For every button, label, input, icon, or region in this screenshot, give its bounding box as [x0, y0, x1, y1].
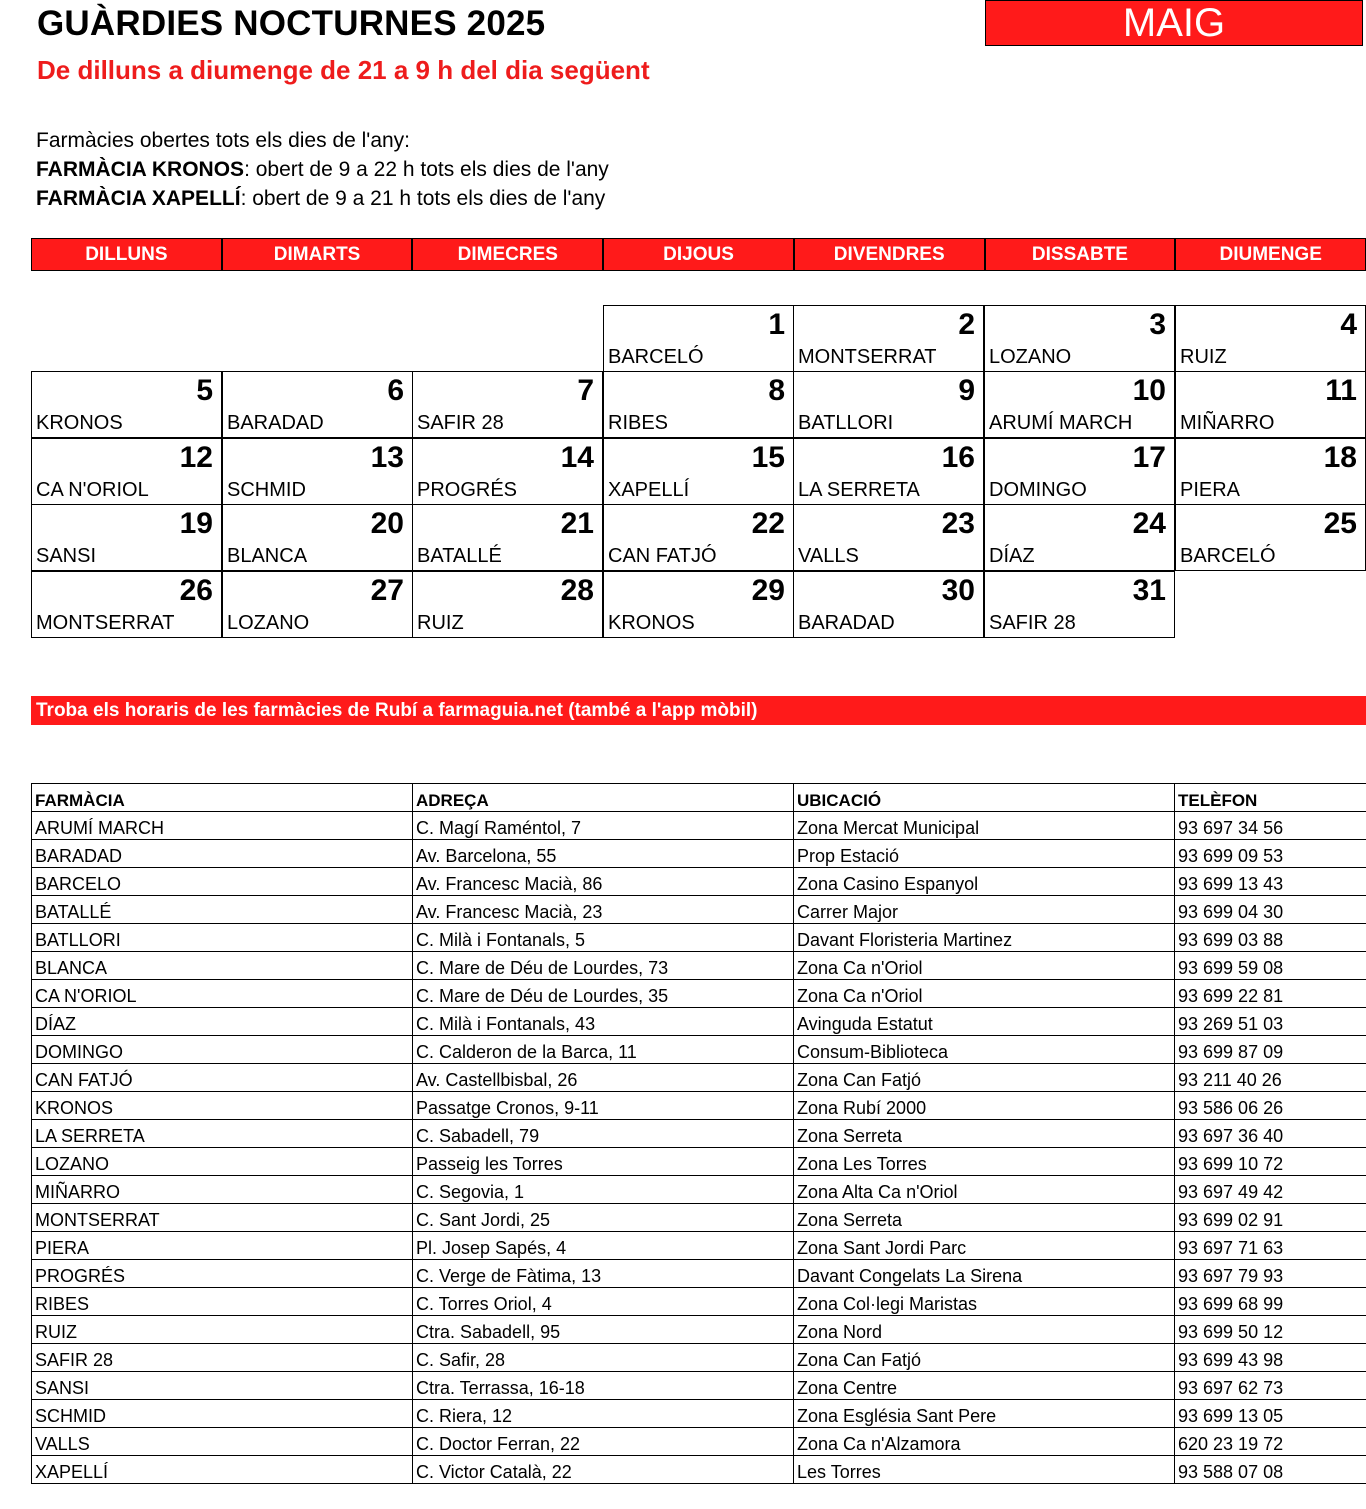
calendar-day-cell	[222, 371, 413, 438]
table-cell: 93 699 09 53	[1175, 840, 1366, 868]
calendar-day-cell	[793, 438, 984, 505]
table-cell: Av. Francesc Macià, 23	[413, 896, 794, 924]
calendar-day-cell	[412, 438, 603, 505]
duty-pharmacy-name: SAFIR 28	[989, 612, 1076, 634]
day-number: 2	[958, 308, 975, 341]
day-number: 27	[370, 574, 404, 607]
table-cell: Zona Col·legi Maristas	[794, 1288, 1175, 1316]
table-cell: Zona Casino Espanyol	[794, 868, 1175, 896]
weekday-dimarts: DIMARTS	[222, 238, 413, 271]
table-row	[32, 952, 1366, 980]
table-cell: C. Sant Jordi, 25	[413, 1204, 794, 1232]
table-cell: Zona Alta Ca n'Oriol	[794, 1176, 1175, 1204]
calendar-day-cell	[1175, 504, 1366, 571]
calendar-day-cell	[603, 305, 794, 372]
table-cell: C. Riera, 12	[413, 1400, 794, 1428]
table-row	[32, 812, 1366, 840]
day-number: 30	[941, 574, 975, 607]
table-cell: 93 586 06 26	[1175, 1092, 1366, 1120]
day-number: 6	[387, 374, 404, 407]
column-header: ADREÇA	[413, 784, 794, 812]
table-cell: Avinguda Estatut	[794, 1008, 1175, 1036]
table-cell: Pl. Josep Sapés, 4	[413, 1232, 794, 1260]
calendar-day-cell	[984, 504, 1175, 571]
table-cell: PROGRÉS	[32, 1260, 413, 1288]
day-number: 19	[179, 507, 213, 540]
day-number: 17	[1132, 441, 1166, 474]
table-row	[32, 1232, 1366, 1260]
table-cell: Zona Sant Jordi Parc	[794, 1232, 1175, 1260]
table-cell: Ctra. Sabadell, 95	[413, 1316, 794, 1344]
calendar-day-cell	[222, 571, 413, 638]
table-cell: C. Safir, 28	[413, 1344, 794, 1372]
duty-pharmacy-name: SANSI	[36, 545, 97, 567]
table-cell: Zona Ca n'Oriol	[794, 952, 1175, 980]
table-cell: 93 699 13 43	[1175, 868, 1366, 896]
info-name-xapelli: FARMÀCIA XAPELLÍ	[36, 187, 241, 210]
weekday-dissabte: DISSABTE	[985, 238, 1176, 271]
table-cell: BATLLORI	[32, 924, 413, 952]
calendar-day-cell	[603, 571, 794, 638]
table-cell: 93 211 40 26	[1175, 1064, 1366, 1092]
day-number: 29	[751, 574, 785, 607]
table-cell: C. Milà i Fontanals, 5	[413, 924, 794, 952]
table-cell: SCHMID	[32, 1400, 413, 1428]
table-cell: C. Torres Oriol, 4	[413, 1288, 794, 1316]
table-cell: Carrer Major	[794, 896, 1175, 924]
table-cell: C. Segovia, 1	[413, 1176, 794, 1204]
duty-pharmacy-name: RUIZ	[1180, 346, 1227, 368]
calendar-day-cell	[31, 438, 222, 505]
weekday-dimecres: DIMECRES	[412, 238, 603, 271]
calendar-day-cell	[222, 438, 413, 505]
duty-pharmacy-name: KRONOS	[36, 412, 123, 434]
weekday-diumenge: DIUMENGE	[1175, 238, 1366, 271]
calendar-day-cell	[603, 504, 794, 571]
duty-pharmacy-name: SCHMID	[227, 479, 306, 501]
duty-pharmacy-name: MONTSERRAT	[798, 346, 937, 368]
table-cell: DÍAZ	[32, 1008, 413, 1036]
table-cell: Passatge Cronos, 9-11	[413, 1092, 794, 1120]
table-cell: 93 699 22 81	[1175, 980, 1366, 1008]
table-cell: 93 699 02 91	[1175, 1204, 1366, 1232]
duty-pharmacy-name: BARADAD	[227, 412, 324, 434]
calendar-day-cell	[793, 571, 984, 638]
table-cell: 93 697 71 63	[1175, 1232, 1366, 1260]
table-cell: Av. Castellbisbal, 26	[413, 1064, 794, 1092]
table-cell: BATALLÉ	[32, 896, 413, 924]
duty-pharmacy-name: LA SERRETA	[798, 479, 920, 501]
duty-pharmacy-name: MIÑARRO	[1180, 412, 1275, 434]
table-cell: C. Doctor Ferran, 22	[413, 1428, 794, 1456]
table-cell: C. Mare de Déu de Lourdes, 73	[413, 952, 794, 980]
day-number: 13	[370, 441, 404, 474]
table-row	[32, 1288, 1366, 1316]
duty-pharmacy-name: RUIZ	[417, 612, 464, 634]
duty-pharmacy-name: DÍAZ	[989, 545, 1035, 567]
duty-pharmacy-name: CAN FATJÓ	[608, 545, 717, 567]
table-cell: KRONOS	[32, 1092, 413, 1120]
table-cell: BARCELO	[32, 868, 413, 896]
calendar-day-cell	[31, 571, 222, 638]
page-title: GUÀRDIES NOCTURNES 2025	[37, 4, 546, 43]
duty-pharmacy-name: BATALLÉ	[417, 545, 502, 567]
duty-pharmacy-name: DOMINGO	[989, 479, 1087, 501]
calendar-day-cell	[984, 305, 1175, 372]
table-cell: PIERA	[32, 1232, 413, 1260]
table-cell: Zona Serreta	[794, 1120, 1175, 1148]
day-number: 8	[768, 374, 785, 407]
calendar-day-cell	[1175, 371, 1366, 438]
table-cell: 93 699 50 12	[1175, 1316, 1366, 1344]
table-cell: 620 23 19 72	[1175, 1428, 1366, 1456]
day-number: 3	[1149, 308, 1166, 341]
info-banner: Troba els horaris de les farmàcies de Rubí a farmaguia.net (també a l'app mòbil)	[31, 696, 1366, 725]
duty-pharmacy-name: RIBES	[608, 412, 669, 434]
table-cell: Davant Congelats La Sirena	[794, 1260, 1175, 1288]
table-cell: Av. Francesc Macià, 86	[413, 868, 794, 896]
table-cell: C. Verge de Fàtima, 13	[413, 1260, 794, 1288]
table-cell: Zona Serreta	[794, 1204, 1175, 1232]
calendar-day-cell	[603, 371, 794, 438]
table-header-row	[32, 784, 1366, 812]
table-cell: CAN FATJÓ	[32, 1064, 413, 1092]
duty-pharmacy-name: MONTSERRAT	[36, 612, 175, 634]
table-cell: Zona Ca n'Oriol	[794, 980, 1175, 1008]
table-cell: LOZANO	[32, 1148, 413, 1176]
table-cell: 93 699 03 88	[1175, 924, 1366, 952]
table-cell: SAFIR 28	[32, 1344, 413, 1372]
duty-pharmacy-name: BLANCA	[227, 545, 308, 567]
calendar-day-cell	[984, 438, 1175, 505]
table-cell: 93 699 59 08	[1175, 952, 1366, 980]
duty-pharmacy-name: VALLS	[798, 545, 859, 567]
table-cell: 93 269 51 03	[1175, 1008, 1366, 1036]
table-cell: Av. Barcelona, 55	[413, 840, 794, 868]
weekday-dilluns: DILLUNS	[31, 238, 222, 271]
calendar-day-cell	[31, 504, 222, 571]
table-cell: C. Milà i Fontanals, 43	[413, 1008, 794, 1036]
duty-pharmacy-name: KRONOS	[608, 612, 695, 634]
day-number: 28	[560, 574, 594, 607]
table-cell: 93 699 43 98	[1175, 1344, 1366, 1372]
table-cell: 93 699 87 09	[1175, 1036, 1366, 1064]
calendar-day-cell	[1175, 438, 1366, 505]
table-row	[32, 896, 1366, 924]
pharmacy-table	[31, 783, 1366, 1484]
calendar-day-cell	[793, 305, 984, 372]
info-block	[36, 126, 609, 213]
day-number: 23	[941, 507, 975, 540]
day-number: 15	[751, 441, 785, 474]
day-number: 26	[179, 574, 213, 607]
day-number: 11	[1325, 374, 1357, 407]
table-cell: Zona Can Fatjó	[794, 1344, 1175, 1372]
day-number: 18	[1323, 441, 1357, 474]
info-line-xapelli	[36, 184, 609, 213]
duty-pharmacy-name: ARUMÍ MARCH	[989, 412, 1133, 434]
table-row	[32, 1344, 1366, 1372]
column-header: FARMÀCIA	[32, 784, 413, 812]
table-cell: Passeig les Torres	[413, 1148, 794, 1176]
table-cell: BARADAD	[32, 840, 413, 868]
table-cell: Zona Església Sant Pere	[794, 1400, 1175, 1428]
info-text-kronos: : obert de 9 a 22 h tots els dies de l'any	[244, 158, 609, 181]
table-row	[32, 1428, 1366, 1456]
column-header: UBICACIÓ	[794, 784, 1175, 812]
calendar-day-cell	[222, 504, 413, 571]
table-row	[32, 1372, 1366, 1400]
duty-pharmacy-name: XAPELLÍ	[608, 479, 690, 501]
day-number: 12	[179, 441, 213, 474]
duty-pharmacy-name: BARCELÓ	[1180, 545, 1276, 567]
info-intro: Farmàcies obertes tots els dies de l'any:	[36, 129, 411, 152]
page-subtitle: De dilluns a diumenge de 21 a 9 h del dia següent	[37, 55, 650, 85]
column-header: TELÈFON	[1175, 784, 1366, 812]
calendar-day-cell	[1175, 305, 1366, 372]
weekday-dijous: DIJOUS	[603, 238, 794, 271]
table-row	[32, 1064, 1366, 1092]
table-cell: Les Torres	[794, 1456, 1175, 1484]
calendar-day-cell	[793, 371, 984, 438]
day-number: 5	[196, 374, 213, 407]
table-cell: Ctra. Terrassa, 16-18	[413, 1372, 794, 1400]
table-row	[32, 1260, 1366, 1288]
table-cell: Zona Les Torres	[794, 1148, 1175, 1176]
day-number: 25	[1323, 507, 1357, 540]
day-number: 16	[941, 441, 975, 474]
calendar-day-cell	[31, 371, 222, 438]
table-row	[32, 1036, 1366, 1064]
duty-pharmacy-name: CA N'ORIOL	[36, 479, 149, 501]
duty-pharmacy-name: BARCELÓ	[608, 346, 704, 368]
table-row	[32, 840, 1366, 868]
calendar-day-cell	[603, 438, 794, 505]
table-cell: BLANCA	[32, 952, 413, 980]
table-cell: C. Magí Raméntol, 7	[413, 812, 794, 840]
table-cell: Davant Floristeria Martinez	[794, 924, 1175, 952]
table-cell: Zona Mercat Municipal	[794, 812, 1175, 840]
weekday-divendres: DIVENDRES	[794, 238, 985, 271]
duty-pharmacy-name: BATLLORI	[798, 412, 894, 434]
table-row	[32, 1204, 1366, 1232]
duty-pharmacy-name: PROGRÉS	[417, 479, 518, 501]
table-cell: CA N'ORIOL	[32, 980, 413, 1008]
table-row	[32, 924, 1366, 952]
calendar-day-cell	[412, 504, 603, 571]
month-label: MAIG	[985, 0, 1363, 46]
table-cell: 93 697 34 56	[1175, 812, 1366, 840]
day-number: 22	[751, 507, 785, 540]
table-row	[32, 1456, 1366, 1484]
calendar-day-cell	[412, 371, 603, 438]
table-cell: Zona Ca n'Alzamora	[794, 1428, 1175, 1456]
table-cell: VALLS	[32, 1428, 413, 1456]
table-row	[32, 1316, 1366, 1344]
table-cell: 93 697 62 73	[1175, 1372, 1366, 1400]
day-number: 4	[1340, 308, 1357, 341]
table-cell: Zona Can Fatjó	[794, 1064, 1175, 1092]
table-row	[32, 1008, 1366, 1036]
info-text-xapelli: : obert de 9 a 21 h tots els dies de l'any	[240, 187, 606, 210]
table-cell: 93 588 07 08	[1175, 1456, 1366, 1484]
table-cell: C. Victor Català, 22	[413, 1456, 794, 1484]
calendar-day-cell	[984, 371, 1175, 438]
table-row	[32, 868, 1366, 896]
duty-pharmacy-name: BARADAD	[798, 612, 895, 634]
table-cell: Zona Rubí 2000	[794, 1092, 1175, 1120]
table-cell: 93 699 68 99	[1175, 1288, 1366, 1316]
duty-pharmacy-name: PIERA	[1180, 479, 1241, 501]
table-cell: 93 697 79 93	[1175, 1260, 1366, 1288]
info-name-kronos: FARMÀCIA KRONOS	[36, 158, 245, 181]
table-cell: DOMINGO	[32, 1036, 413, 1064]
table-cell: Consum-Biblioteca	[794, 1036, 1175, 1064]
day-number: 10	[1132, 374, 1166, 407]
table-cell: RIBES	[32, 1288, 413, 1316]
table-cell: 93 699 04 30	[1175, 896, 1366, 924]
day-number: 14	[560, 441, 594, 474]
table-cell: RUIZ	[32, 1316, 413, 1344]
table-cell: XAPELLÍ	[32, 1456, 413, 1484]
table-cell: C. Calderon de la Barca, 11	[413, 1036, 794, 1064]
calendar-day-cell	[793, 504, 984, 571]
day-number: 31	[1132, 574, 1166, 607]
weekday-header	[31, 238, 1366, 271]
day-number: 20	[370, 507, 404, 540]
info-line-kronos	[36, 155, 609, 184]
table-cell: 93 699 10 72	[1175, 1148, 1366, 1176]
table-cell: 93 697 36 40	[1175, 1120, 1366, 1148]
day-number: 1	[768, 308, 785, 341]
calendar-day-cell	[984, 571, 1175, 638]
table-cell: C. Sabadell, 79	[413, 1120, 794, 1148]
table-cell: Prop Estació	[794, 840, 1175, 868]
day-number: 7	[577, 374, 594, 407]
table-row	[32, 1120, 1366, 1148]
duty-pharmacy-name: LOZANO	[227, 612, 310, 634]
table-row	[32, 980, 1366, 1008]
duty-pharmacy-name: SAFIR 28	[417, 412, 504, 434]
table-cell: ARUMÍ MARCH	[32, 812, 413, 840]
table-cell: Zona Nord	[794, 1316, 1175, 1344]
table-cell: SANSI	[32, 1372, 413, 1400]
table-cell: 93 699 13 05	[1175, 1400, 1366, 1428]
table-cell: MIÑARRO	[32, 1176, 413, 1204]
day-number: 21	[560, 507, 594, 540]
table-row	[32, 1148, 1366, 1176]
day-number: 9	[958, 374, 975, 407]
calendar-day-cell	[412, 571, 603, 638]
table-row	[32, 1400, 1366, 1428]
table-cell: MONTSERRAT	[32, 1204, 413, 1232]
table-row	[32, 1176, 1366, 1204]
table-cell: C. Mare de Déu de Lourdes, 35	[413, 980, 794, 1008]
table-cell: LA SERRETA	[32, 1120, 413, 1148]
duty-pharmacy-name: LOZANO	[989, 346, 1072, 368]
day-number: 24	[1132, 507, 1166, 540]
table-cell: Zona Centre	[794, 1372, 1175, 1400]
table-body	[32, 812, 1366, 1484]
table-cell: 93 697 49 42	[1175, 1176, 1366, 1204]
table-row	[32, 1092, 1366, 1120]
